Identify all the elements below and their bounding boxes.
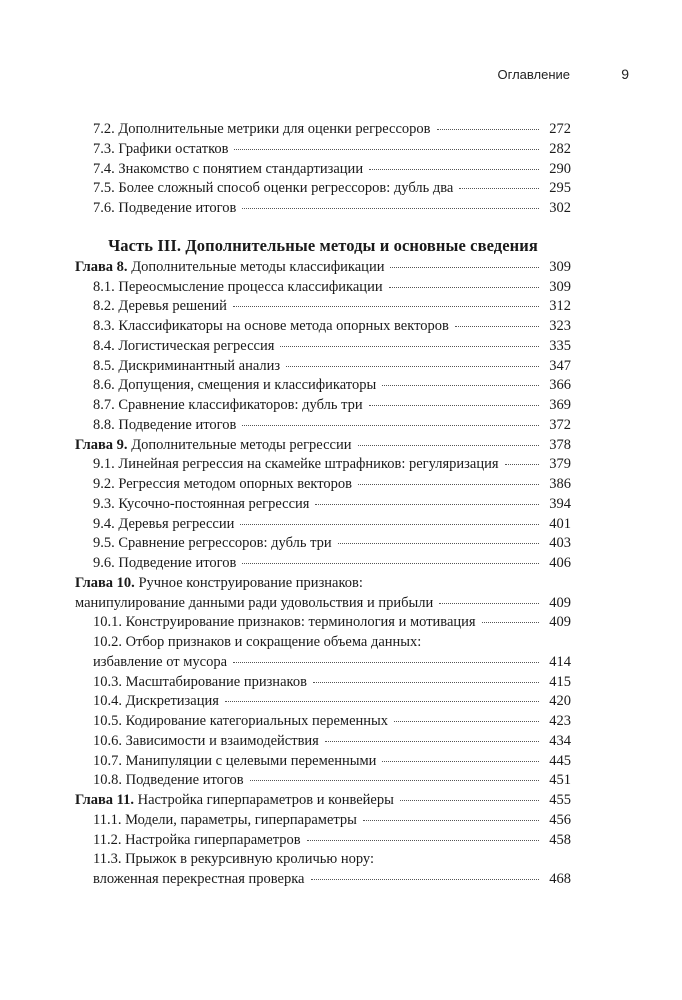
page-ref: 290: [549, 160, 571, 177]
dot-leader: [482, 622, 539, 623]
table-of-contents: [75, 120, 571, 890]
toc-chapter-10-line2[interactable]: [75, 594, 571, 614]
toc-entry-9-6[interactable]: 9.6. Подведение итогов 406: [75, 554, 571, 574]
page-ref: 406: [549, 555, 571, 571]
dot-leader: [437, 129, 539, 130]
dot-leader: [455, 326, 539, 327]
chapter-prefix: Глава 10.: [75, 574, 135, 591]
page-ref: 423: [549, 713, 571, 729]
page-ref: 414: [549, 653, 571, 670]
dot-leader: [505, 464, 539, 465]
toc-entry-8-2[interactable]: 8.2. Деревья решений 312: [75, 297, 571, 317]
dot-leader: [233, 662, 539, 663]
page-ref: 409: [549, 594, 571, 611]
chapter-title: Дополнительные методы классификации: [131, 258, 385, 275]
dot-leader: [459, 188, 539, 189]
page-ref: 302: [549, 200, 571, 216]
page-ref: 312: [549, 298, 571, 315]
chapter-title: Ручное конструирование признаков:: [138, 574, 363, 591]
dot-leader: [325, 741, 539, 742]
dot-leader: [389, 287, 539, 288]
page-ref: 415: [549, 673, 571, 690]
dot-leader: [250, 780, 539, 781]
dot-leader: [240, 524, 539, 525]
part-heading: Часть III. Дополнительные методы и основные сведения: [108, 235, 538, 255]
toc-entry-8-1[interactable]: 8.1. Переосмысление процесса классификации 309: [75, 278, 571, 298]
toc-entry-10-1[interactable]: 10.1. Конструирование признаков: терминология и мотивация 409: [75, 613, 571, 633]
toc-entry-11-1[interactable]: 11.1. Модели, параметры, гиперпараметры 456: [75, 811, 571, 831]
toc-entry-9-4[interactable]: 9.4. Деревья регрессии 401: [75, 515, 571, 535]
toc-chapter-11[interactable]: [75, 791, 571, 811]
toc-chapter-9[interactable]: [75, 436, 571, 456]
toc-entry-7-6[interactable]: 7.6. Подведение итогов 302: [75, 199, 571, 219]
chapter-prefix: Глава 11.: [75, 792, 135, 808]
toc-chapter-8[interactable]: [75, 258, 571, 278]
dot-leader: [363, 820, 539, 821]
dot-leader: [369, 405, 539, 406]
toc-entry-7-5[interactable]: 7.5. Более сложный способ оценки регрессоров: дубль два 295: [75, 179, 571, 199]
toc-entry-10-2-line1[interactable]: 10.2. Отбор признаков и сокращение объема данных:: [93, 634, 422, 650]
page-ref: 409: [549, 614, 571, 631]
page-ref: 455: [549, 792, 571, 808]
chapter-prefix: Глава 9.: [75, 436, 128, 453]
page-ref: 403: [549, 535, 571, 552]
toc-entry-11-3-line2[interactable]: вложенная перекрестная проверка 468: [75, 870, 571, 890]
page-ref: 372: [549, 416, 571, 433]
toc-entry-10-8[interactable]: 10.8. Подведение итогов 451: [75, 771, 571, 791]
dot-leader: [233, 306, 539, 307]
toc-entry-10-5[interactable]: 10.5. Кодирование категориальных переменных 423: [75, 712, 571, 732]
page-ref: 456: [549, 811, 571, 828]
dot-leader: [311, 879, 540, 880]
page-ref: 309: [549, 278, 571, 295]
dot-leader: [358, 484, 539, 485]
page-ref: 295: [549, 180, 571, 197]
page-ref: 401: [549, 515, 571, 532]
toc-entry-8-4[interactable]: 8.4. Логистическая регрессия 335: [75, 337, 571, 357]
chapter-title: Дополнительные методы регрессии: [131, 436, 352, 453]
page-ref: 323: [549, 318, 571, 334]
toc-entry-7-2[interactable]: 7.2. Дополнительные метрики для оценки регрессоров 272: [75, 120, 571, 140]
dot-leader: [242, 425, 539, 426]
running-header-title: Оглавление: [497, 67, 570, 82]
toc-entry-8-8[interactable]: 8.8. Подведение итогов 372: [75, 416, 571, 436]
dot-leader: [313, 682, 539, 683]
toc-entry-8-7[interactable]: 8.7. Сравнение классификаторов: дубль три 369: [75, 396, 571, 416]
chapter-title-continued: манипулирование данными ради удовольствия и прибыли: [75, 594, 434, 611]
page-ref: 335: [549, 337, 571, 354]
dot-leader: [242, 208, 539, 209]
page-ref: 468: [549, 871, 571, 887]
toc-entry-8-6[interactable]: 8.6. Допущения, смещения и классификаторы 366: [75, 376, 571, 396]
dot-leader: [400, 800, 539, 801]
dot-leader: [286, 366, 539, 367]
toc-entry-11-3-line1[interactable]: 11.3. Прыжок в рекурсивную кроличью нору:: [93, 851, 375, 868]
page-ref: 282: [549, 140, 571, 157]
toc-entry-10-3[interactable]: 10.3. Масштабирование признаков 415: [75, 673, 571, 693]
dot-leader: [358, 445, 540, 446]
page-ref: 379: [549, 456, 571, 473]
toc-entry-11-2[interactable]: 11.2. Настройка гиперпараметров 458: [75, 831, 571, 851]
page-ref: 394: [549, 495, 571, 512]
toc-entry-9-1[interactable]: 9.1. Линейная регрессия на скамейке штрафников: регуляризация 379: [75, 455, 571, 475]
chapter-prefix: Глава 8.: [75, 258, 128, 275]
page-ref: 420: [549, 693, 571, 710]
toc-entry-9-2[interactable]: 9.2. Регрессия методом опорных векторов 386: [75, 475, 571, 495]
toc-entry-9-5[interactable]: 9.5. Сравнение регрессоров: дубль три 403: [75, 534, 571, 554]
toc-entry-10-6[interactable]: 10.6. Зависимости и взаимодействия 434: [75, 732, 571, 752]
dot-leader: [225, 701, 539, 702]
toc-entry-10-4[interactable]: 10.4. Дискретизация 420: [75, 692, 571, 712]
dot-leader: [369, 169, 539, 170]
page-ref: 458: [549, 831, 571, 848]
toc-entry-8-3[interactable]: 8.3. Классификаторы на основе метода опорных векторов 323: [75, 317, 571, 337]
toc-entry-9-3[interactable]: 9.3. Кусочно-постоянная регрессия 394: [75, 495, 571, 515]
toc-entry-10-7[interactable]: 10.7. Манипуляции с целевыми переменными 445: [75, 752, 571, 772]
dot-leader: [338, 543, 539, 544]
chapter-title: Настройка гиперпараметров и конвейеры: [137, 792, 394, 808]
page-ref: 369: [549, 397, 571, 413]
toc-entry-8-5[interactable]: 8.5. Дискриминантный анализ 347: [75, 357, 571, 377]
toc-entry-10-2-line2[interactable]: избавление от мусора 414: [75, 653, 571, 673]
dot-leader: [439, 603, 539, 604]
dot-leader: [394, 721, 539, 722]
page-ref: 434: [549, 732, 571, 749]
dot-leader: [280, 346, 539, 347]
page-ref: 378: [549, 436, 571, 453]
toc-entry-7-4[interactable]: 7.4. Знакомство с понятием стандартизации 290: [75, 160, 571, 180]
page-ref: 366: [549, 377, 571, 394]
page-ref: 347: [549, 357, 571, 374]
dot-leader: [382, 385, 539, 386]
toc-entry-7-3[interactable]: 7.3. Графики остатков 282: [75, 140, 571, 160]
page-ref: 386: [549, 476, 571, 492]
dot-leader: [307, 840, 539, 841]
dot-leader: [242, 563, 539, 564]
dot-leader: [390, 267, 539, 268]
toc-chapter-10-line1[interactable]: [75, 574, 571, 594]
page-ref: 445: [549, 752, 571, 769]
page-ref: 309: [549, 258, 571, 275]
page-number: 9: [621, 66, 629, 82]
page-ref: 272: [549, 121, 571, 137]
dot-leader: [234, 149, 539, 150]
dot-leader: [382, 761, 539, 762]
dot-leader: [315, 504, 539, 505]
page-ref: 451: [549, 772, 571, 789]
